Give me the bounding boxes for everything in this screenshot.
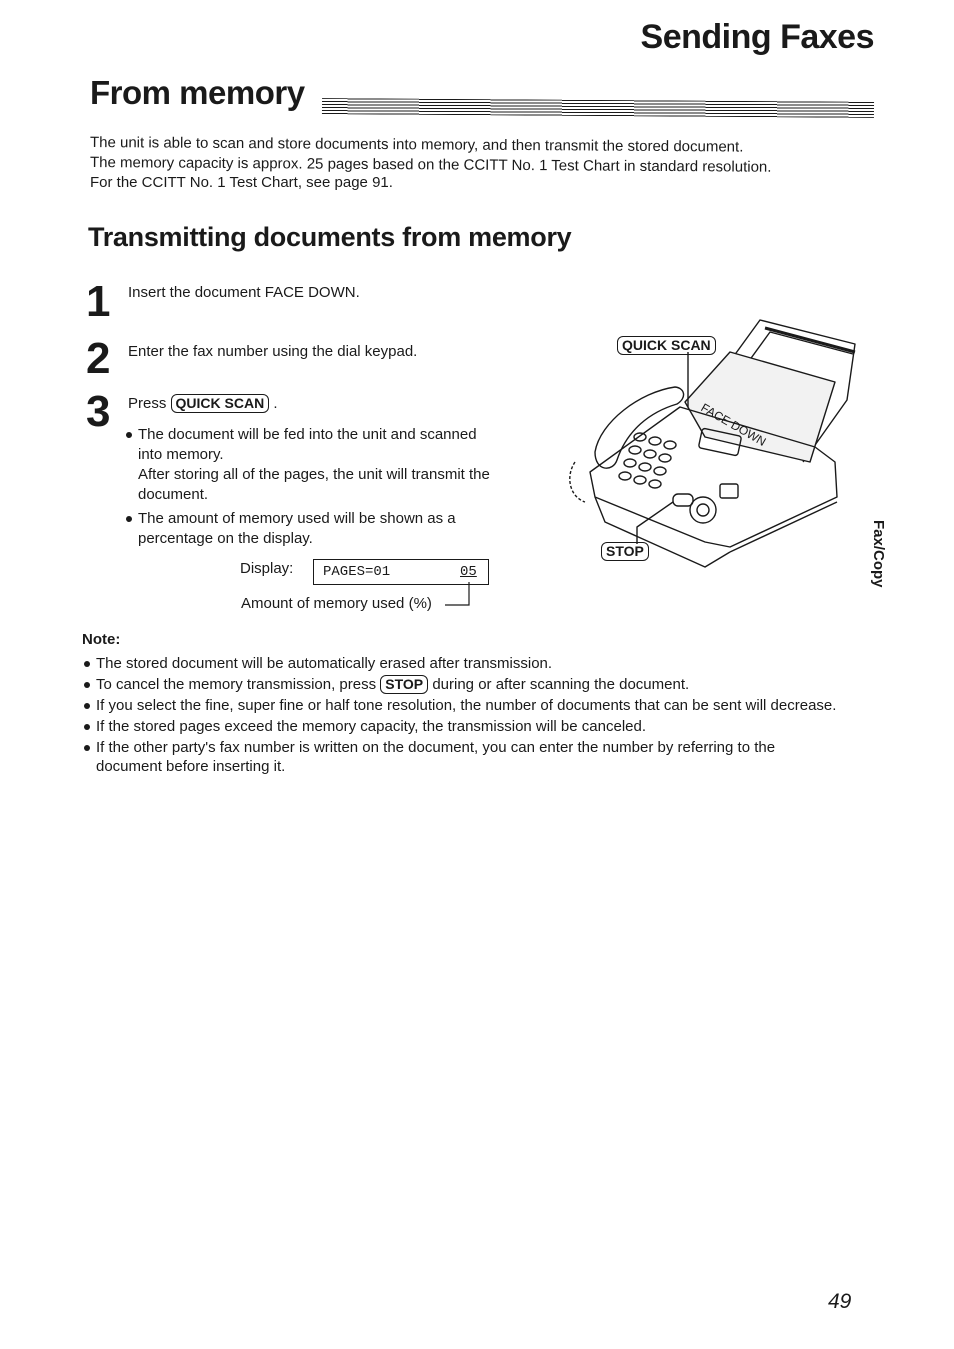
step-text: Enter the fax number using the dial keypad. xyxy=(128,343,418,360)
note-item xyxy=(82,654,842,673)
display-label: Display: xyxy=(240,560,294,577)
quick-scan-key: QUICK SCAN xyxy=(171,394,270,413)
step-press-instruction xyxy=(128,394,278,414)
note-text: If you select the fine, super fine or half tone resolution, the number of documents that can be sent will decrease. xyxy=(96,697,837,714)
subsection-title: Transmitting documents from memory xyxy=(88,222,572,252)
note-text: If the other party's fax number is written on the document, you can enter the number by referring to the document before inserting it. xyxy=(96,739,776,775)
intro-line: For the CCITT No. 1 Test Chart, see page 91. xyxy=(90,174,393,191)
intro-line: The memory capacity is approx. 25 pages based on the CCITT No. 1 Test Chart in standard resolution. xyxy=(89,154,772,176)
list-item xyxy=(124,509,504,549)
intro-paragraph xyxy=(90,133,830,193)
stop-key: STOP xyxy=(380,675,428,694)
step-number: 2 xyxy=(86,334,111,383)
callout-line xyxy=(440,580,480,610)
bullet-text: After storing all of the pages, the unit will transmit the document. xyxy=(138,466,490,503)
note-item xyxy=(82,696,842,715)
note-text: If the stored pages exceed the memory capacity, the transmission will be canceled. xyxy=(96,718,646,735)
press-label: Press xyxy=(128,395,167,412)
lcd-text: PAGES=01 xyxy=(323,564,391,580)
fax-illustration xyxy=(565,312,865,577)
note-text: To cancel the memory transmission, press xyxy=(96,676,377,693)
stop-label: STOP xyxy=(601,542,649,561)
note-item xyxy=(82,738,842,776)
bullet-text: The amount of memory used will be shown as a percentage on the display. xyxy=(138,510,456,547)
lcd-memory-value: 05 xyxy=(460,564,477,580)
section-title: From memory xyxy=(90,74,305,111)
quick-scan-callout xyxy=(617,336,716,355)
section-title-rule xyxy=(322,98,874,118)
note-list xyxy=(82,654,842,778)
stop-callout xyxy=(601,542,649,561)
bullet-text: The document will be fed into the unit and scanned into memory. xyxy=(138,426,477,463)
intro-line: The unit is able to scan and store documents into memory, and then transmit the stored document. xyxy=(89,134,744,156)
list-item xyxy=(124,425,504,505)
document-label: FACE DOWN xyxy=(698,400,769,449)
note-text: The stored document will be automatically erased after transmission. xyxy=(96,655,553,672)
quick-scan-label: QUICK SCAN xyxy=(617,336,716,355)
note-text: during or after scanning the document. xyxy=(432,676,690,693)
side-tab-label: Fax/Copy xyxy=(870,520,887,588)
step-number: 1 xyxy=(86,277,111,326)
display-caption: Amount of memory used (%) xyxy=(241,595,432,612)
page-number: 49 xyxy=(828,1290,852,1313)
press-suffix: . xyxy=(273,395,278,412)
step-text: Insert the document FACE DOWN. xyxy=(128,284,360,301)
note-item xyxy=(82,717,842,736)
page-header-title: Sending Faxes xyxy=(640,18,874,56)
note-item xyxy=(82,675,842,694)
step-number: 3 xyxy=(86,387,111,436)
step-bullets xyxy=(124,425,504,549)
note-label: Note: xyxy=(82,631,121,648)
